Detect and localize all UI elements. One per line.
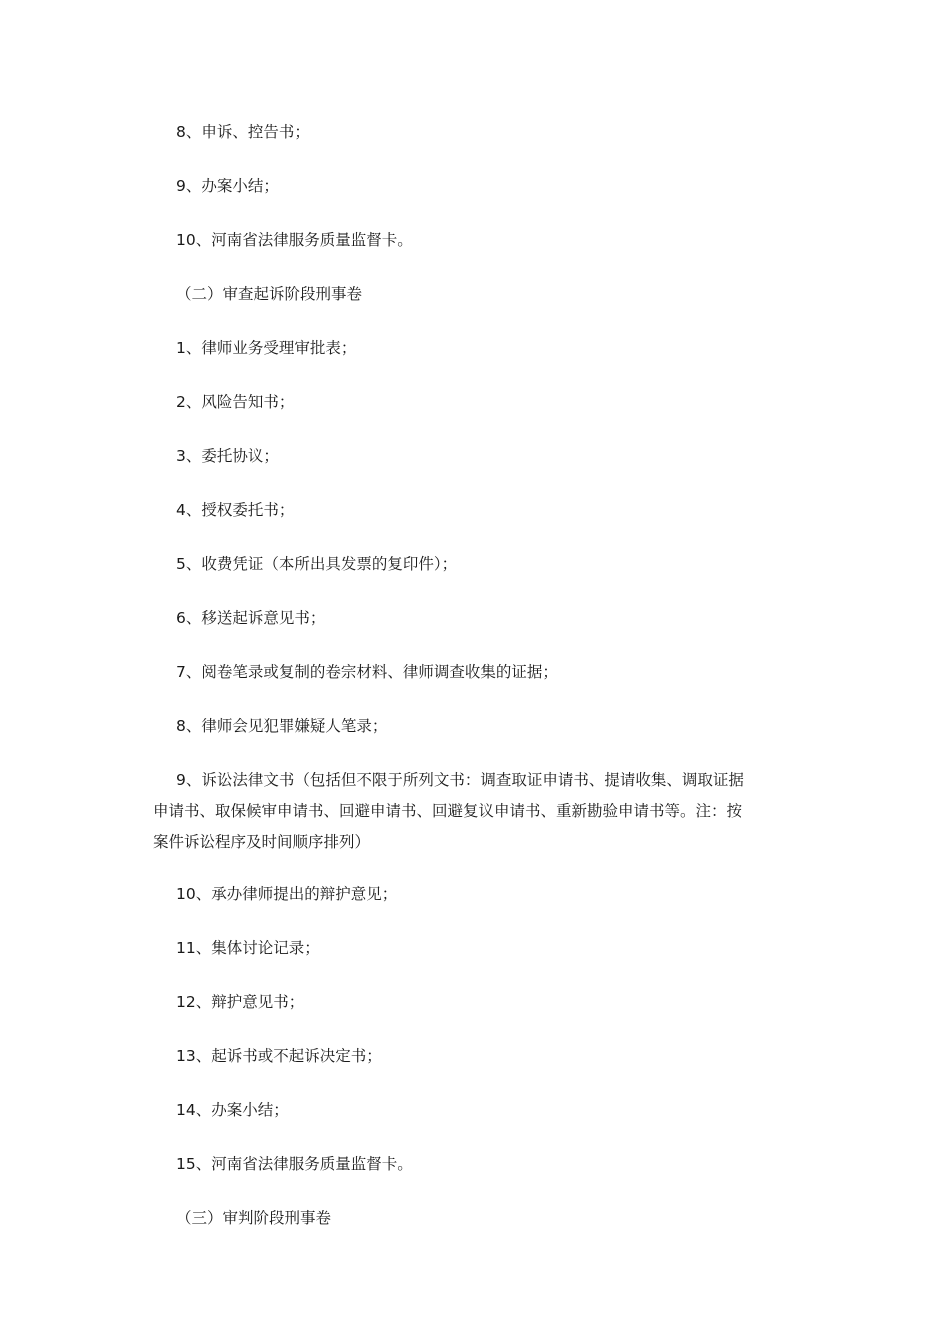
list-item: 2、风险告知书； bbox=[176, 393, 295, 411]
list-item: 6、移送起诉意见书； bbox=[176, 609, 326, 627]
list-item: 3、委托协议； bbox=[176, 447, 279, 465]
list-item: 13、起诉书或不起诉决定书； bbox=[176, 1047, 382, 1065]
list-item: 8、律师会见犯罪嫌疑人笔录； bbox=[176, 717, 388, 735]
list-item: 12、辩护意见书； bbox=[176, 993, 305, 1011]
list-item: 7、阅卷笔录或复制的卷宗材料、律师调查收集的证据； bbox=[176, 663, 558, 681]
list-item-line: 9、诉讼法律文书（包括但不限于所列文书：调查取证申请书、提请收集、调取证据 bbox=[176, 771, 744, 789]
list-item: 1、律师业务受理审批表； bbox=[176, 339, 357, 357]
list-item: 15、河南省法律服务质量监督卡。 bbox=[176, 1155, 413, 1173]
section-heading: （三）审判阶段刑事卷 bbox=[176, 1209, 332, 1227]
list-item: 4、授权委托书； bbox=[176, 501, 295, 519]
list-item: 11、集体讨论记录； bbox=[176, 939, 320, 957]
section-heading: （二）审查起诉阶段刑事卷 bbox=[176, 285, 363, 303]
list-item: 10、承办律师提出的辩护意见； bbox=[176, 885, 398, 903]
list-item: 5、收费凭证（本所出具发票的复印件）； bbox=[176, 555, 458, 573]
list-item: 9、办案小结； bbox=[176, 177, 279, 195]
list-item-line: 案件诉讼程序及时间顺序排列） bbox=[153, 833, 371, 851]
list-item-line: 申请书、取保候审申请书、回避申请书、回避复议申请书、重新勘验申请书等。注：按 bbox=[153, 802, 743, 820]
list-item: 14、办案小结； bbox=[176, 1101, 289, 1119]
list-item: 8、申诉、控告书； bbox=[176, 123, 310, 141]
list-item: 10、河南省法律服务质量监督卡。 bbox=[176, 231, 413, 249]
